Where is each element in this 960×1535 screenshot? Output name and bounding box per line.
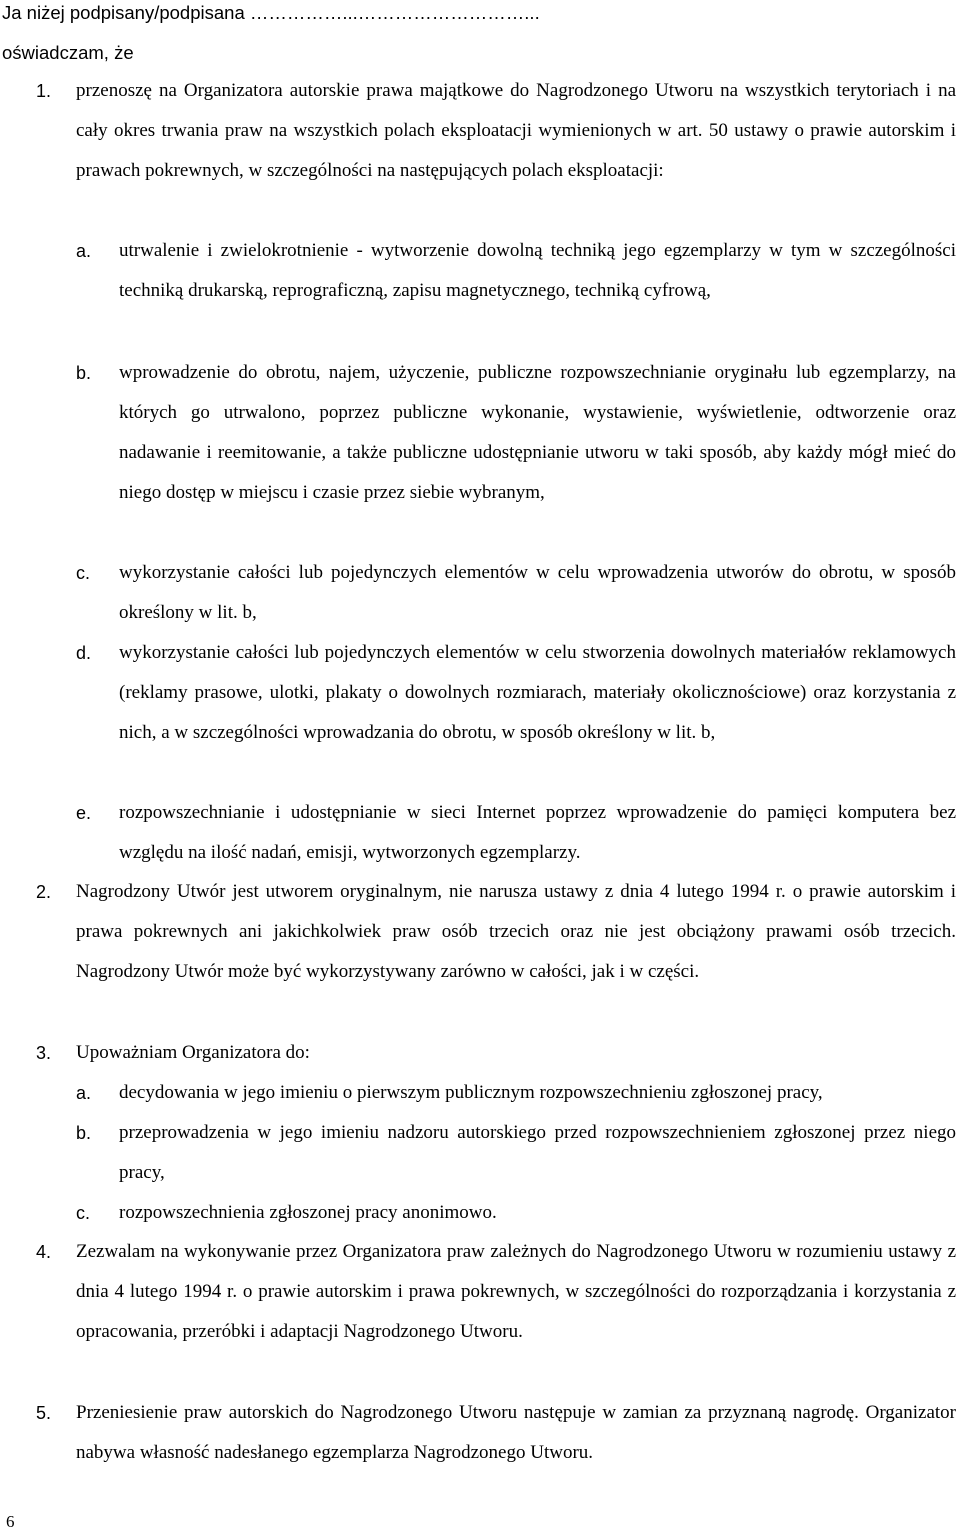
sub-clause-text: wprowadzenie do obrotu, najem, użyczenie, publiczne rozpowszechnianie oryginału lub egzemplarzy, na których go utrwalono, poprzez publiczne wykonanie, wystawienie, wyświetlenie, odtworzenie oraz nadawanie i reemitowanie, a także publiczne udostępnianie utworu w taki sposób, aby każdy mógł mieć do niego dostęp w miejscu i czasie przez siebie wybranym,	[119, 362, 956, 503]
sub-clause-text: przeprowadzenia w jego imieniu nadzoru autorskiego przed rozpowszechnieniem zgłoszonej przez niego pracy,	[119, 1122, 956, 1183]
clause-text: Przeniesienie praw autorskich do Nagrodzonego Utworu następuje w zamian za przyznaną nagrodę. Organizator nabywa własność nadesłanego egzemplarza Nagrodzonego Utworu.	[76, 1402, 956, 1463]
clause-1-sub-e	[76, 793, 956, 873]
sub-clause-letter: c.	[76, 1203, 91, 1223]
clause-1-sub-a	[76, 231, 956, 311]
clause-3-sub-a	[76, 1073, 956, 1113]
sub-clause-text: decydowania w jego imieniu o pierwszym publicznym rozpowszechnieniu zgłoszonej pracy,	[119, 1082, 823, 1103]
clause-4	[36, 1232, 956, 1352]
clause-number: 5.	[36, 1403, 52, 1423]
sub-clause-text: rozpowszechnianie i udostępnianie w sieci Internet poprzez wprowadzenie do pamięci komputera bez względu na ilość nadań, emisji, wytworzonych egzemplarzy.	[119, 802, 956, 863]
clause-text: Upoważniam Organizatora do:	[76, 1042, 310, 1063]
clause-text: przenoszę na Organizatora autorskie prawa majątkowe do Nagrodzonego Utworu na wszystkich terytoriach i na cały okres trwania praw na wszystkich polach eksploatacji wymienionych w art. 50 ustawy o prawie autorskim i prawach pokrewnych, w szczególności na następujących polach eksploatacji:	[76, 80, 956, 181]
declaration-intro: oświadczam, że	[2, 42, 134, 63]
clause-number: 1.	[36, 81, 52, 101]
clause-3-sub-b	[76, 1113, 956, 1193]
sub-clause-letter: b.	[76, 1123, 92, 1143]
clause-1-sub-c	[76, 553, 956, 633]
sub-clause-letter: c.	[76, 563, 91, 583]
clause-number: 4.	[36, 1242, 52, 1262]
clause-3-sub-c	[76, 1193, 956, 1233]
sub-clause-text: wykorzystanie całości lub pojedynczych elementów w celu stworzenia dowolnych materiałów reklamowych (reklamy prasowe, ulotki, plakaty o dowolnych rozmiarach, materiały okolicznościowe) oraz korzystania z nich, a w szczególności wprowadzania do obrotu, w sposób określony w lit. b,	[119, 642, 956, 743]
clause-text: Nagrodzony Utwór jest utworem oryginalnym, nie narusza ustawy z dnia 4 lutego 1994 r. o prawie autorskim i prawa pokrewnych ani jakichkolwiek praw osób trzecich oraz nie jest obciążony prawami osób trzecich. Nagrodzony Utwór może być wykorzystywany zarówno w całości, jak i w części.	[76, 881, 956, 982]
sub-clause-letter: a.	[76, 241, 92, 261]
sub-clause-text: wykorzystanie całości lub pojedynczych elementów w celu wprowadzenia utworów do obrotu, w sposób określony w lit. b,	[119, 562, 956, 623]
sub-clause-letter: b.	[76, 363, 92, 383]
sub-clause-letter: e.	[76, 803, 92, 823]
sub-clause-text: rozpowszechnienia zgłoszonej pracy anonimowo.	[119, 1202, 497, 1223]
clause-text: Zezwalam na wykonywanie przez Organizatora praw zależnych do Nagrodzonego Utworu w rozumieniu ustawy z dnia 4 lutego 1994 r. o prawie autorskim i prawa pokrewnych, w szczególności do rozporządzania i korzystania z opracowania, przeróbki i adaptacji Nagrodzonego Utworu.	[76, 1241, 956, 1342]
page-number: 6	[6, 1512, 15, 1531]
sub-clause-text: utrwalenie i zwielokrotnienie - wytworzenie dowolną techniką jego egzemplarzy w tym w szczególności techniką drukarską, reprograficzną, zapisu magnetycznego, techniką cyfrową,	[119, 240, 956, 301]
clause-1	[36, 71, 956, 191]
declarant-name-line: Ja niżej podpisany/podpisana ……………...………………………...	[2, 2, 540, 23]
clause-2	[36, 872, 956, 992]
clause-5	[36, 1393, 956, 1473]
clause-number: 2.	[36, 882, 52, 902]
clause-1-sub-b	[76, 353, 956, 513]
sub-clause-letter: d.	[76, 643, 92, 663]
clause-3	[36, 1033, 956, 1073]
clause-1-sub-d	[76, 633, 956, 753]
sub-clause-letter: a.	[76, 1083, 92, 1103]
clause-number: 3.	[36, 1043, 52, 1063]
